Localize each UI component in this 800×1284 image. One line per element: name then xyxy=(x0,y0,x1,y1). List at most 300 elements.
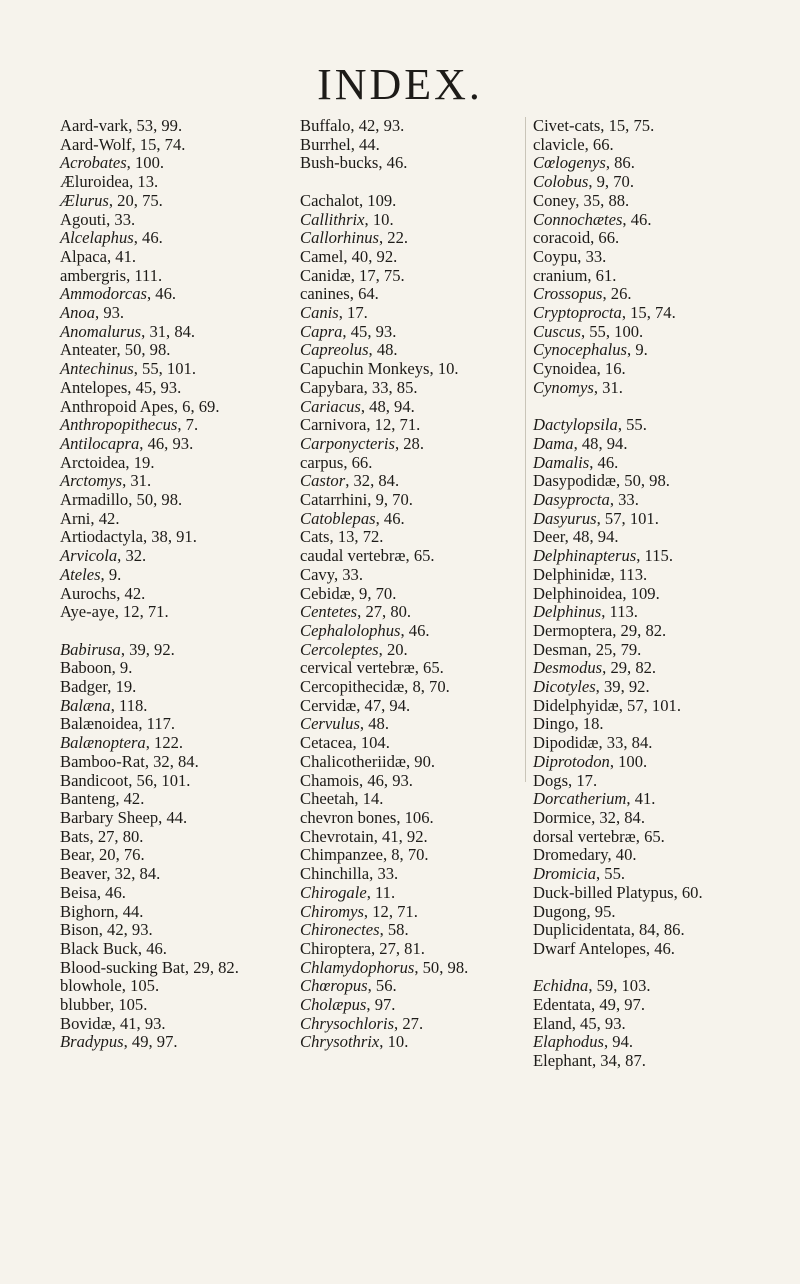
index-entry xyxy=(300,921,505,940)
page-refs: , 48, 94. xyxy=(573,433,628,453)
page-refs: , 48, 94. xyxy=(360,396,415,416)
index-entry xyxy=(60,809,265,828)
page-refs: , 50, 98. xyxy=(128,490,183,510)
index-term: Colobus xyxy=(533,172,589,192)
index-term: Canidæ xyxy=(300,265,351,285)
index-term: Capreolus xyxy=(300,340,369,360)
index-entry xyxy=(300,790,505,809)
index-entry xyxy=(60,229,265,248)
index-term: Balænoptera xyxy=(60,733,146,753)
index-entry xyxy=(300,323,505,342)
index-entry xyxy=(300,1033,505,1052)
index-entry xyxy=(300,136,505,155)
index-entry xyxy=(60,585,265,604)
page-refs: , 27, 80. xyxy=(89,826,144,846)
index-entry xyxy=(533,678,765,697)
index-term: blowhole xyxy=(60,976,122,996)
page-refs: , 7. xyxy=(177,415,199,435)
page-refs: , 53, 99. xyxy=(128,116,183,135)
page-refs: , 48, 94. xyxy=(564,527,619,547)
index-term: Capuchin Monkeys xyxy=(300,359,430,379)
page-refs: , 38, 91. xyxy=(142,527,197,547)
index-term: Deer xyxy=(533,527,565,547)
index-entry xyxy=(300,734,505,753)
page-refs: , 14. xyxy=(354,789,384,809)
index-entry xyxy=(60,398,265,417)
index-entry xyxy=(300,622,505,641)
page-refs: , 46, 93. xyxy=(359,770,413,790)
page-refs: , 109. xyxy=(358,190,397,210)
index-entry xyxy=(300,715,505,734)
page-refs: , 97. xyxy=(366,995,396,1015)
index-term: Beisa xyxy=(60,882,97,902)
index-term: Dactylopsila xyxy=(533,415,618,435)
index-term: Cavy xyxy=(300,564,334,584)
page-refs: , 46. xyxy=(645,938,675,958)
page-refs: , 40. xyxy=(607,845,637,865)
index-entry xyxy=(533,117,765,136)
page-refs: , 33, 84. xyxy=(598,733,653,753)
page-refs: , 32, 84. xyxy=(144,751,199,771)
index-term: Bovidæ xyxy=(60,1013,112,1033)
index-term: Damalis xyxy=(533,452,590,472)
index-entry xyxy=(300,772,505,791)
page-refs: , 66. xyxy=(343,452,373,472)
index-entry xyxy=(300,566,505,585)
index-entry xyxy=(533,809,765,828)
index-column-3 xyxy=(533,117,765,1071)
index-term: Cholæpus xyxy=(300,995,367,1015)
index-entry xyxy=(533,304,765,323)
index-entry xyxy=(533,229,765,248)
page-refs: , 9, 70. xyxy=(588,172,634,192)
page-refs: , 20, 76. xyxy=(90,845,145,865)
index-entry xyxy=(533,1033,765,1052)
index-term: Chironectes xyxy=(300,920,380,940)
column-divider xyxy=(525,117,526,782)
index-entry xyxy=(533,566,765,585)
page-refs: , 46. xyxy=(622,209,652,229)
index-term: Cœlogenys xyxy=(533,153,606,173)
page-refs: , 55, 100. xyxy=(580,321,644,341)
page-refs: , 44. xyxy=(158,808,188,827)
index-term: Badger xyxy=(60,677,108,697)
page-refs: , 115. xyxy=(636,546,673,566)
index-term: Dromedary xyxy=(533,845,608,865)
page-refs: , 57, 101. xyxy=(618,695,681,715)
page-refs: , 32, 84. xyxy=(591,808,645,827)
index-term: Canis xyxy=(300,303,339,323)
page-refs: , 59, 103. xyxy=(588,976,651,996)
page-refs: , 33. xyxy=(577,246,607,266)
index-entry xyxy=(533,734,765,753)
index-entry xyxy=(533,865,765,884)
page-refs: , 60. xyxy=(673,882,703,902)
index-entry xyxy=(60,903,265,922)
index-term: Agouti xyxy=(60,209,107,229)
page-refs: , 44. xyxy=(350,134,380,154)
index-term: Antelopes xyxy=(60,377,128,397)
index-term: Crossopus xyxy=(533,284,603,304)
index-term: Cariacus xyxy=(300,396,361,416)
index-entry xyxy=(60,304,265,323)
index-entry xyxy=(533,903,765,922)
index-term: Aard-vark xyxy=(60,116,129,135)
page-refs: , 100. xyxy=(126,153,165,173)
index-term: Carponycteris xyxy=(300,433,395,453)
index-term: Delphinidæ xyxy=(533,564,611,584)
page-refs: , 42. xyxy=(115,789,145,809)
index-term: Anomalurus xyxy=(60,321,142,341)
page-refs: , 46, 93. xyxy=(139,433,194,453)
page-refs: , 46. xyxy=(137,938,167,958)
page-refs: , 48. xyxy=(368,340,398,360)
page-refs: , 41, 93. xyxy=(111,1013,166,1033)
page-refs: , 13. xyxy=(129,172,159,192)
page-refs: , 29, 82. xyxy=(184,957,239,977)
index-entry xyxy=(300,454,505,473)
page-refs: , 29, 82. xyxy=(602,658,657,678)
index-term: Catoblepas xyxy=(300,508,376,528)
index-entry xyxy=(60,323,265,342)
index-column-2 xyxy=(300,117,505,1052)
page-refs: , 50, 98. xyxy=(615,471,670,491)
index-term: Blood-sucking Bat xyxy=(60,957,185,977)
page-refs: , 64. xyxy=(349,284,379,304)
page-refs: , 65. xyxy=(414,658,444,678)
index-term: Callithrix xyxy=(300,209,365,229)
index-entry xyxy=(60,678,265,697)
index-term: Cercoleptes xyxy=(300,639,379,659)
index-entry xyxy=(300,510,505,529)
page-refs: , 32. xyxy=(117,546,147,566)
index-term: Elaphodus xyxy=(533,1032,604,1052)
index-term: Aurochs xyxy=(60,583,117,603)
index-term: Anteater xyxy=(60,340,117,360)
index-entry xyxy=(533,285,765,304)
index-term: Antechinus xyxy=(60,359,134,379)
page-refs: , 33. xyxy=(106,209,136,229)
index-term: dorsal vertebræ xyxy=(533,826,636,846)
index-term: cranium xyxy=(533,265,588,285)
index-entry xyxy=(533,697,765,716)
index-entry xyxy=(60,940,265,959)
index-term: Dwarf Antelopes xyxy=(533,938,646,958)
page-refs: , 33, 85. xyxy=(363,377,418,397)
index-entry xyxy=(60,379,265,398)
page-refs: , 46. xyxy=(146,284,177,304)
index-entry xyxy=(533,267,765,286)
page-refs: , 22. xyxy=(379,228,409,248)
index-term: Chlamydophorus xyxy=(300,957,415,977)
index-term: Didelphyidæ xyxy=(533,695,619,715)
page-refs: , 12, 71. xyxy=(114,602,169,622)
index-entry xyxy=(60,828,265,847)
index-entry xyxy=(60,211,265,230)
page-refs: , 26. xyxy=(602,284,632,304)
index-entry xyxy=(60,285,265,304)
index-entry xyxy=(60,136,265,155)
index-entry xyxy=(60,566,265,585)
index-entry xyxy=(300,528,505,547)
index-entry xyxy=(60,248,265,267)
index-entry xyxy=(60,547,265,566)
page-refs: , 45, 93. xyxy=(127,377,182,397)
page-refs: , 109. xyxy=(622,583,660,603)
index-term: Echidna xyxy=(533,976,589,996)
page-refs: , 113. xyxy=(601,602,638,622)
index-term: Cynomys xyxy=(533,377,594,397)
index-entry xyxy=(60,977,265,996)
page-refs: , 50, 98. xyxy=(116,340,171,360)
page-refs: , 47, 94. xyxy=(356,695,411,715)
page-refs: , 57, 101. xyxy=(596,508,659,528)
page-refs: , 49, 97. xyxy=(591,995,645,1015)
page-refs: , 55. xyxy=(617,415,647,435)
index-term: Cachalot xyxy=(300,190,359,210)
page-refs: , 35, 88. xyxy=(575,190,630,210)
index-term: Bear xyxy=(60,845,91,865)
index-entry xyxy=(300,379,505,398)
index-term: Dasyprocta xyxy=(533,490,610,510)
index-term: Chevrotain xyxy=(300,826,374,846)
index-entry xyxy=(300,267,505,286)
page-refs: , 46. xyxy=(375,508,405,528)
page-refs: , 9. xyxy=(111,658,133,678)
page-refs: , 10. xyxy=(379,1032,409,1052)
index-entry xyxy=(300,959,505,978)
page-title: INDEX. xyxy=(317,60,483,110)
index-entry xyxy=(60,1015,265,1034)
index-entry xyxy=(60,772,265,791)
index-entry xyxy=(533,248,765,267)
page-refs: , 10. xyxy=(429,359,459,379)
index-entry xyxy=(60,173,265,192)
page-refs: , 31. xyxy=(122,471,152,491)
index-entry xyxy=(300,903,505,922)
index-entry xyxy=(300,341,505,360)
index-term: Eland xyxy=(533,1013,572,1033)
index-term: Civet-cats xyxy=(533,116,601,135)
page-refs: , 46. xyxy=(400,620,430,640)
index-entry xyxy=(533,192,765,211)
index-term: Delphinus xyxy=(533,602,602,622)
page-refs: , 29, 82. xyxy=(612,620,667,640)
index-entry xyxy=(300,809,505,828)
index-term: Antilocapra xyxy=(60,433,140,453)
index-entry xyxy=(60,790,265,809)
page-refs: , 42, 93. xyxy=(350,116,405,135)
page-refs: , 31. xyxy=(593,377,623,397)
index-term: Dogs xyxy=(533,770,569,790)
index-term: Arctoidea xyxy=(60,452,126,472)
index-term: Chimpanzee xyxy=(300,845,383,865)
index-term: Carnivora xyxy=(300,415,367,435)
index-term: Castor xyxy=(300,471,346,491)
index-term: Cetacea xyxy=(300,733,353,753)
index-entry xyxy=(60,528,265,547)
index-term: ambergris xyxy=(60,265,127,285)
page-refs: , 49, 97. xyxy=(123,1032,178,1052)
index-term: Cebidæ xyxy=(300,583,351,603)
page-refs: , 17. xyxy=(568,770,598,790)
page-refs: , 17, 75. xyxy=(350,265,405,285)
index-entry xyxy=(60,117,265,136)
index-term: Chiromys xyxy=(300,901,364,921)
index-term: Black Buck xyxy=(60,938,138,958)
page-refs: , 55, 101. xyxy=(133,359,196,379)
index-term: Elephant xyxy=(533,1051,592,1071)
index-term: Ælurus xyxy=(60,190,109,210)
index-entry xyxy=(300,828,505,847)
page-refs: , 9, 70. xyxy=(367,490,413,510)
index-term: Bats xyxy=(60,826,90,846)
page-refs: , 45, 93. xyxy=(342,321,397,341)
page-refs: , 13, 72. xyxy=(329,527,384,547)
index-entry xyxy=(300,416,505,435)
index-entry xyxy=(533,379,765,398)
page-refs: , 16. xyxy=(596,359,626,379)
page-refs: , 61. xyxy=(587,265,617,285)
index-term: Bamboo-Rat xyxy=(60,751,145,771)
index-entry xyxy=(60,267,265,286)
page-refs: , 113. xyxy=(610,564,648,584)
index-entry xyxy=(60,753,265,772)
index-entry xyxy=(60,865,265,884)
index-entry xyxy=(533,753,765,772)
index-entry xyxy=(60,641,265,660)
index-term: Bush-bucks xyxy=(300,153,379,173)
index-term: Dormice xyxy=(533,808,592,827)
page-refs: , 42, 93. xyxy=(98,920,153,940)
index-entry xyxy=(60,603,265,622)
page-refs: , 32, 84. xyxy=(106,864,161,884)
page-refs: , 9, 70. xyxy=(350,583,397,603)
index-term: caudal vertebræ xyxy=(300,546,406,566)
page-refs: , 33. xyxy=(333,564,363,584)
index-entry xyxy=(300,304,505,323)
page-refs: , 58. xyxy=(379,920,409,940)
index-term: Dromicia xyxy=(533,864,596,884)
page-refs: , 46. xyxy=(589,452,619,472)
index-term: Dingo xyxy=(533,714,575,734)
index-term: Alpaca xyxy=(60,246,107,266)
index-entry xyxy=(60,884,265,903)
index-entry xyxy=(60,697,265,716)
index-entry xyxy=(533,772,765,791)
index-term: Delphinoidea xyxy=(533,583,623,603)
index-term: Cervulus xyxy=(300,714,360,734)
index-term: Callorhinus xyxy=(300,228,379,248)
index-term: Duplicidentata xyxy=(533,920,631,940)
index-term: Desman xyxy=(533,639,588,659)
index-term: clavicle xyxy=(533,134,585,154)
index-entry xyxy=(300,398,505,417)
index-term: Anoa xyxy=(60,303,96,323)
index-entry xyxy=(60,921,265,940)
index-entry xyxy=(60,659,265,678)
index-entry xyxy=(60,192,265,211)
index-entry xyxy=(533,977,765,996)
page-refs: , 55. xyxy=(596,864,626,884)
index-term: Cervidæ xyxy=(300,695,357,715)
index-entry xyxy=(533,510,765,529)
page-refs: , 84, 86. xyxy=(630,920,685,940)
index-entry xyxy=(300,884,505,903)
page-refs: , 20, 75. xyxy=(108,190,163,210)
page-refs: , 90. xyxy=(406,751,436,771)
index-term: Aye-aye xyxy=(60,602,115,622)
index-entry xyxy=(533,211,765,230)
page-refs: , 56, 101. xyxy=(128,770,191,790)
index-term: Aard-Wolf xyxy=(60,134,132,154)
index-term: Chamois xyxy=(300,770,360,790)
page-refs: , 31, 84. xyxy=(141,321,196,341)
index-term: canines xyxy=(300,284,350,304)
page-refs: , 94. xyxy=(604,1032,634,1052)
index-term: Chrysothrix xyxy=(300,1032,380,1052)
page-refs: , 19. xyxy=(107,677,137,697)
page-refs: , 66. xyxy=(590,228,620,248)
page-refs: , 15, 75. xyxy=(600,116,655,135)
index-entry xyxy=(533,416,765,435)
page-refs: , 34, 87. xyxy=(591,1051,646,1071)
index-term: chevron bones xyxy=(300,808,397,827)
index-column-1 xyxy=(60,117,265,1052)
index-term: Coney xyxy=(533,190,576,210)
page-refs: , 41, 92. xyxy=(373,826,428,846)
index-entry xyxy=(533,472,765,491)
index-term: cervical vertebræ xyxy=(300,658,415,678)
index-term: Diprotodon xyxy=(533,751,610,771)
index-entry xyxy=(60,435,265,454)
page-refs: , 12, 71. xyxy=(363,901,418,921)
index-entry xyxy=(533,790,765,809)
index-term: Dugong xyxy=(533,901,587,921)
index-entry xyxy=(533,659,765,678)
page-refs: , 9. xyxy=(100,564,122,584)
index-term: Dermoptera xyxy=(533,620,613,640)
index-term: Alcelaphus xyxy=(60,228,134,248)
index-term: Artiodactyla xyxy=(60,527,143,547)
index-term: Ammodorcas xyxy=(60,284,147,304)
index-term: blubber xyxy=(60,995,111,1015)
page-refs: , 46. xyxy=(378,153,408,173)
page-refs: , 15, 74. xyxy=(621,303,676,323)
index-entry xyxy=(300,659,505,678)
page-refs: , 33. xyxy=(369,864,399,884)
index-term: Ateles xyxy=(60,564,101,584)
page-refs: , 28. xyxy=(394,433,424,453)
index-entry xyxy=(533,641,765,660)
page-refs: , 20. xyxy=(378,639,408,659)
index-term: Connochætes xyxy=(533,209,623,229)
index-entry xyxy=(300,940,505,959)
index-term: Dorcatherium xyxy=(533,789,627,809)
index-term: Bighorn xyxy=(60,901,115,921)
index-entry xyxy=(533,491,765,510)
index-term: Dama xyxy=(533,433,574,453)
page-refs: , 66. xyxy=(584,134,614,154)
index-entry xyxy=(60,1033,265,1052)
index-term: Centetes xyxy=(300,602,358,622)
index-term: Dipodidæ xyxy=(533,733,599,753)
page-refs: , 93. xyxy=(95,303,125,323)
index-entry xyxy=(300,846,505,865)
index-entry xyxy=(533,154,765,173)
index-term: Chirogale xyxy=(300,882,367,902)
index-entry xyxy=(533,603,765,622)
